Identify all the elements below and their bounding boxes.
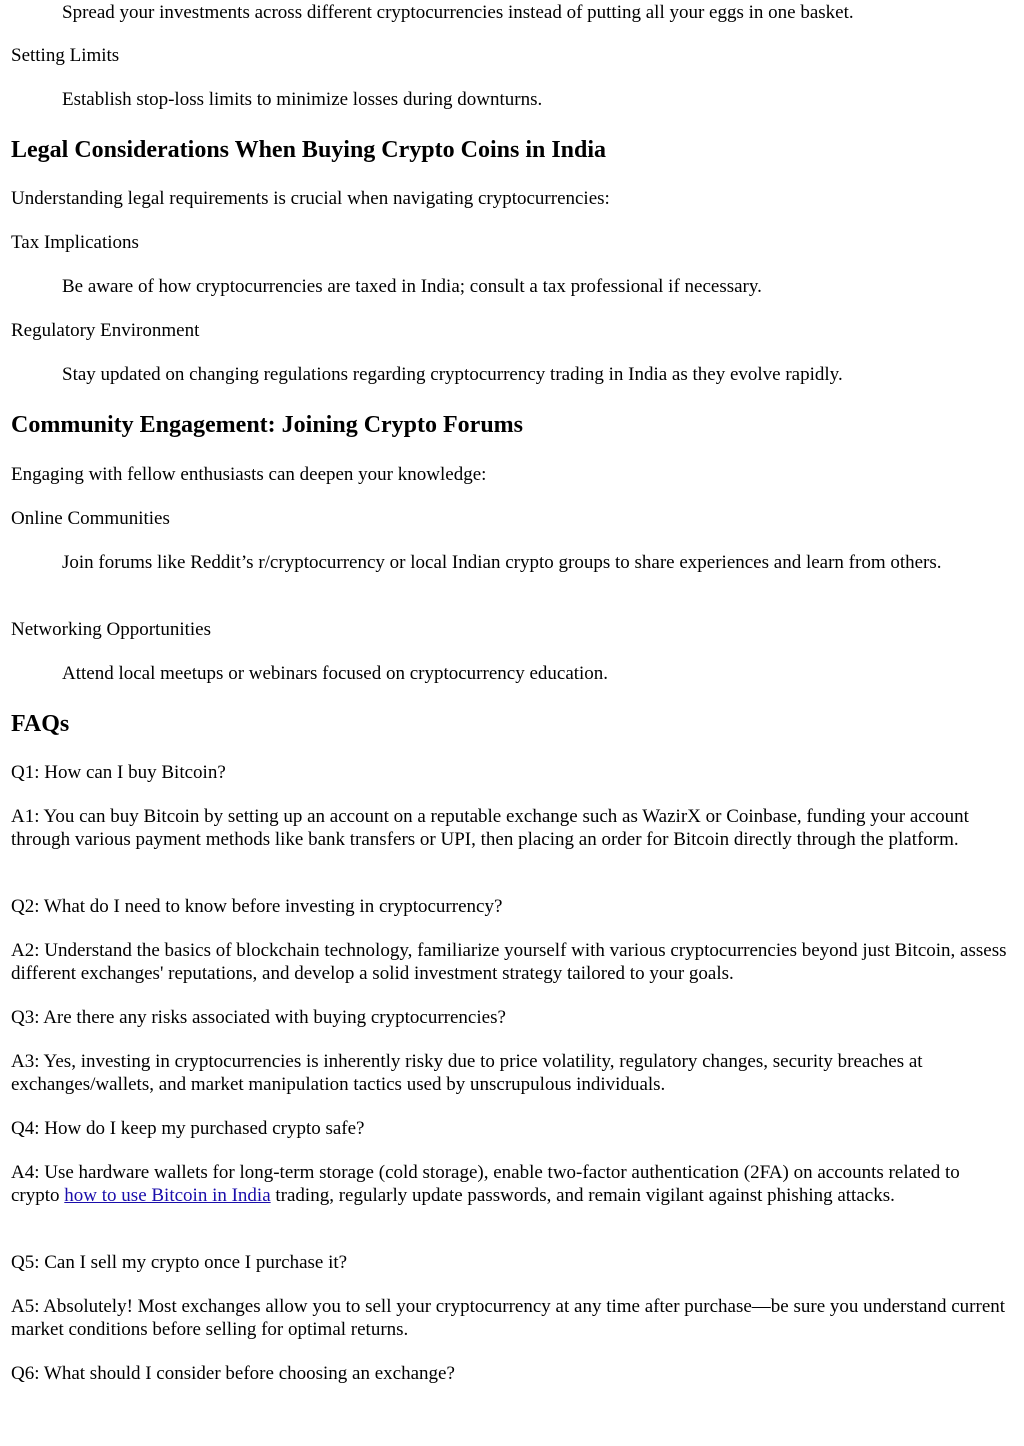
legal-heading: Legal Considerations When Buying Crypto Coins in India: [11, 137, 607, 163]
faq-question-3: Q3: Are there any risks associated with buying cryptocurrencies?: [11, 1007, 506, 1028]
faq-answer-5: A5: Absolutely! Most exchanges allow you to sell your cryptocurrency at any time after purchase—be sure you understand current market conditions before selling for optimal returns.: [11, 1296, 1006, 1340]
networking-opportunities-term: Networking Opportunities: [11, 619, 212, 640]
faq-question-1: Q1: How can I buy Bitcoin?: [11, 762, 226, 783]
online-communities-term: Online Communities: [11, 508, 170, 529]
community-intro: Engaging with fellow enthusiasts can deepen your knowledge:: [11, 464, 487, 485]
tax-implications-term: Tax Implications: [11, 232, 139, 253]
legal-intro: Understanding legal requirements is crucial when navigating cryptocurrencies:: [11, 188, 610, 209]
faq-answer-4-after: trading, regularly update passwords, and remain vigilant against phishing attacks.: [270, 1185, 895, 1206]
faq-answer-4-before: A4: Use hardware wallets for long-term storage (cold storage), enable two-factor authentication (2FA) on accounts related to crypto: [11, 1162, 960, 1206]
faq-question-4: Q4: How do I keep my purchased crypto safe?: [11, 1118, 365, 1139]
community-heading: Community Engagement: Joining Crypto Forums: [11, 412, 524, 438]
diversify-desc: Spread your investments across different cryptocurrencies instead of putting all your eggs in one basket.: [62, 2, 854, 23]
faq-answer-3: A3: Yes, investing in cryptocurrencies is inherently risky due to price volatility, regulatory changes, security breaches at exchanges/wallets, and market manipulation tactics used by unscrupulous individuals.: [11, 1051, 923, 1095]
faq-question-5: Q5: Can I sell my crypto once I purchase it?: [11, 1252, 348, 1273]
faq-question-2: Q2: What do I need to know before investing in cryptocurrency?: [11, 896, 503, 917]
bitcoin-india-link[interactable]: how to use Bitcoin in India: [64, 1185, 271, 1206]
faq-answer-4: [11, 1161, 1009, 1207]
regulatory-environment-term: Regulatory Environment: [11, 320, 200, 341]
tax-implications-desc: Be aware of how cryptocurrencies are taxed in India; consult a tax professional if necessary.: [62, 276, 762, 297]
online-communities-desc: Join forums like Reddit’s r/cryptocurrency or local Indian crypto groups to share experiences and learn from others.: [62, 552, 942, 573]
faq-answer-2: A2: Understand the basics of blockchain technology, familiarize yourself with various cryptocurrencies beyond just Bitcoin, assess different exchanges' reputations, and develop a solid investment strategy tailored to your goals.: [11, 940, 1007, 984]
regulatory-environment-desc: Stay updated on changing regulations regarding cryptocurrency trading in India as they evolve rapidly.: [62, 364, 843, 385]
faqs-heading: FAQs: [11, 711, 70, 737]
faq-question-6: Q6: What should I consider before choosing an exchange?: [11, 1363, 455, 1384]
setting-limits-desc: Establish stop-loss limits to minimize losses during downturns.: [62, 89, 543, 110]
setting-limits-term: Setting Limits: [11, 45, 120, 66]
networking-opportunities-desc: Attend local meetups or webinars focused on cryptocurrency education.: [62, 663, 609, 684]
faq-answer-1: A1: You can buy Bitcoin by setting up an account on a reputable exchange such as WazirX or Coinbase, funding your account through various payment methods like bank transfers or UPI, then placing an order for Bitcoin directly through the platform.: [11, 806, 969, 850]
